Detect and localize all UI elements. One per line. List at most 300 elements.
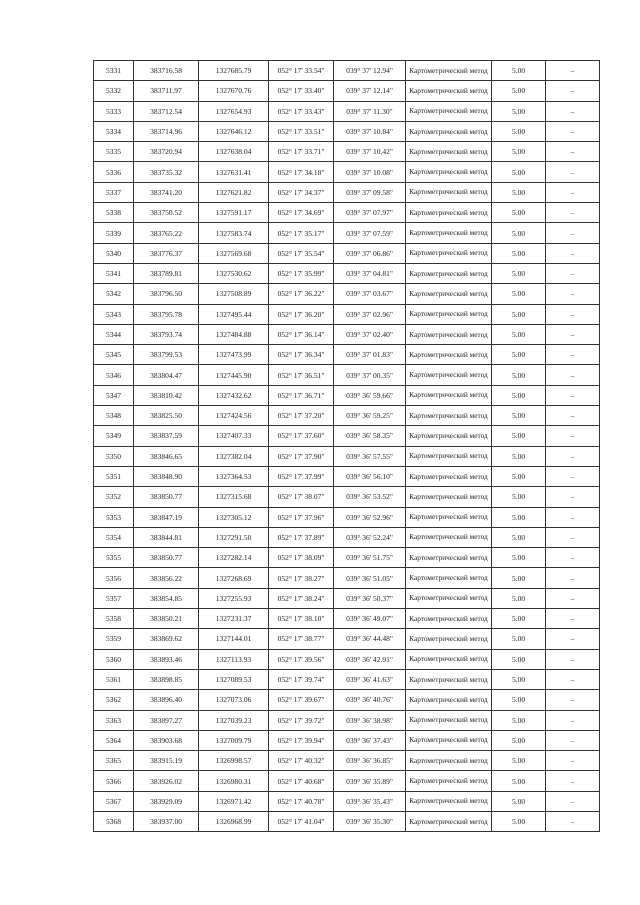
longitude-cell: 039° 36' 35.30" bbox=[334, 811, 406, 831]
accuracy-cell: 5.00 bbox=[492, 446, 546, 466]
method-cell: Картометрический метод bbox=[406, 263, 492, 283]
accuracy-cell: 5.00 bbox=[492, 649, 546, 669]
longitude-cell: 039° 37' 02.40" bbox=[334, 324, 406, 344]
note-cell: – bbox=[546, 365, 600, 385]
x-coordinate-cell: 383850.77 bbox=[134, 487, 199, 507]
y-coordinate-cell: 1327432.62 bbox=[199, 385, 269, 405]
latitude-cell: 052° 17' 38.27" bbox=[269, 568, 334, 588]
latitude-cell: 052° 17' 40.78" bbox=[269, 791, 334, 811]
latitude-cell: 052° 17' 39.74" bbox=[269, 669, 334, 689]
point-number-cell: 5348 bbox=[94, 406, 134, 426]
note-cell: – bbox=[546, 243, 600, 263]
table-body bbox=[94, 61, 600, 832]
table-row bbox=[94, 588, 600, 608]
accuracy-cell: 5.00 bbox=[492, 568, 546, 588]
latitude-cell: 052° 17' 40.68" bbox=[269, 771, 334, 791]
latitude-cell: 052° 17' 39.72" bbox=[269, 710, 334, 730]
table-row bbox=[94, 243, 600, 263]
y-coordinate-cell: 1327282.14 bbox=[199, 548, 269, 568]
y-coordinate-cell: 1327569.68 bbox=[199, 243, 269, 263]
x-coordinate-cell: 383750.52 bbox=[134, 203, 199, 223]
latitude-cell: 052° 17' 35.54" bbox=[269, 243, 334, 263]
accuracy-cell: 5.00 bbox=[492, 223, 546, 243]
y-coordinate-cell: 1327685.79 bbox=[199, 61, 269, 81]
note-cell: – bbox=[546, 466, 600, 486]
y-coordinate-cell: 1326971.42 bbox=[199, 791, 269, 811]
accuracy-cell: 5.00 bbox=[492, 771, 546, 791]
longitude-cell: 039° 37' 10.84" bbox=[334, 121, 406, 141]
table-row bbox=[94, 365, 600, 385]
y-coordinate-cell: 1327591.17 bbox=[199, 203, 269, 223]
latitude-cell: 052° 17' 38.24" bbox=[269, 588, 334, 608]
point-number-cell: 5339 bbox=[94, 223, 134, 243]
method-cell: Картометрический метод bbox=[406, 710, 492, 730]
point-number-cell: 5341 bbox=[94, 263, 134, 283]
point-number-cell: 5332 bbox=[94, 81, 134, 101]
x-coordinate-cell: 383712.54 bbox=[134, 101, 199, 121]
x-coordinate-cell: 383825.50 bbox=[134, 406, 199, 426]
accuracy-cell: 5.00 bbox=[492, 466, 546, 486]
longitude-cell: 039° 37' 10.08" bbox=[334, 162, 406, 182]
longitude-cell: 039° 37' 04.81" bbox=[334, 263, 406, 283]
accuracy-cell: 5.00 bbox=[492, 730, 546, 750]
table-row bbox=[94, 345, 600, 365]
note-cell: – bbox=[546, 690, 600, 710]
note-cell: – bbox=[546, 324, 600, 344]
method-cell: Картометрический метод bbox=[406, 284, 492, 304]
table-row bbox=[94, 466, 600, 486]
longitude-cell: 039° 37' 10.42" bbox=[334, 142, 406, 162]
accuracy-cell: 5.00 bbox=[492, 426, 546, 446]
x-coordinate-cell: 383795.78 bbox=[134, 304, 199, 324]
x-coordinate-cell: 383897.27 bbox=[134, 710, 199, 730]
x-coordinate-cell: 383848.90 bbox=[134, 466, 199, 486]
accuracy-cell: 5.00 bbox=[492, 690, 546, 710]
table-row bbox=[94, 101, 600, 121]
accuracy-cell: 5.00 bbox=[492, 406, 546, 426]
note-cell: – bbox=[546, 730, 600, 750]
latitude-cell: 052° 17' 41.04" bbox=[269, 811, 334, 831]
x-coordinate-cell: 383735.32 bbox=[134, 162, 199, 182]
y-coordinate-cell: 1327039.23 bbox=[199, 710, 269, 730]
point-number-cell: 5343 bbox=[94, 304, 134, 324]
method-cell: Картометрический метод bbox=[406, 690, 492, 710]
longitude-cell: 039° 36' 37.43" bbox=[334, 730, 406, 750]
table-row bbox=[94, 649, 600, 669]
longitude-cell: 039° 37' 07.97" bbox=[334, 203, 406, 223]
y-coordinate-cell: 1327530.62 bbox=[199, 263, 269, 283]
latitude-cell: 052° 17' 36.14" bbox=[269, 324, 334, 344]
y-coordinate-cell: 1327670.76 bbox=[199, 81, 269, 101]
accuracy-cell: 5.00 bbox=[492, 669, 546, 689]
y-coordinate-cell: 1326980.31 bbox=[199, 771, 269, 791]
longitude-cell: 039° 36' 52.96" bbox=[334, 507, 406, 527]
x-coordinate-cell: 383716.58 bbox=[134, 61, 199, 81]
table-row bbox=[94, 182, 600, 202]
table-row bbox=[94, 730, 600, 750]
point-number-cell: 5357 bbox=[94, 588, 134, 608]
table-row bbox=[94, 284, 600, 304]
point-number-cell: 5331 bbox=[94, 61, 134, 81]
y-coordinate-cell: 1327113.93 bbox=[199, 649, 269, 669]
accuracy-cell: 5.00 bbox=[492, 507, 546, 527]
point-number-cell: 5355 bbox=[94, 548, 134, 568]
note-cell: – bbox=[546, 142, 600, 162]
x-coordinate-cell: 383893.46 bbox=[134, 649, 199, 669]
method-cell: Картометрический метод bbox=[406, 649, 492, 669]
table-row bbox=[94, 385, 600, 405]
x-coordinate-cell: 383804.47 bbox=[134, 365, 199, 385]
note-cell: – bbox=[546, 446, 600, 466]
y-coordinate-cell: 1327638.04 bbox=[199, 142, 269, 162]
note-cell: – bbox=[546, 81, 600, 101]
x-coordinate-cell: 383846.65 bbox=[134, 446, 199, 466]
x-coordinate-cell: 383844.81 bbox=[134, 527, 199, 547]
note-cell: – bbox=[546, 487, 600, 507]
longitude-cell: 039° 36' 50.37" bbox=[334, 588, 406, 608]
method-cell: Картометрический метод bbox=[406, 203, 492, 223]
longitude-cell: 039° 36' 57.55" bbox=[334, 446, 406, 466]
point-number-cell: 5354 bbox=[94, 527, 134, 547]
method-cell: Картометрический метод bbox=[406, 548, 492, 568]
method-cell: Картометрический метод bbox=[406, 629, 492, 649]
accuracy-cell: 5.00 bbox=[492, 162, 546, 182]
table-row bbox=[94, 791, 600, 811]
method-cell: Картометрический метод bbox=[406, 466, 492, 486]
note-cell: – bbox=[546, 548, 600, 568]
method-cell: Картометрический метод bbox=[406, 426, 492, 446]
point-number-cell: 5334 bbox=[94, 121, 134, 141]
method-cell: Картометрический метод bbox=[406, 791, 492, 811]
note-cell: – bbox=[546, 669, 600, 689]
table-row bbox=[94, 568, 600, 588]
accuracy-cell: 5.00 bbox=[492, 487, 546, 507]
table-row bbox=[94, 81, 600, 101]
point-number-cell: 5360 bbox=[94, 649, 134, 669]
accuracy-cell: 5.00 bbox=[492, 385, 546, 405]
note-cell: – bbox=[546, 182, 600, 202]
y-coordinate-cell: 1327144.01 bbox=[199, 629, 269, 649]
point-number-cell: 5359 bbox=[94, 629, 134, 649]
accuracy-cell: 5.00 bbox=[492, 548, 546, 568]
longitude-cell: 039° 37' 01.83" bbox=[334, 345, 406, 365]
latitude-cell: 052° 17' 33.43" bbox=[269, 101, 334, 121]
method-cell: Картометрический метод bbox=[406, 751, 492, 771]
latitude-cell: 052° 17' 35.99" bbox=[269, 263, 334, 283]
y-coordinate-cell: 1327646.12 bbox=[199, 121, 269, 141]
accuracy-cell: 5.00 bbox=[492, 121, 546, 141]
point-number-cell: 5358 bbox=[94, 609, 134, 629]
accuracy-cell: 5.00 bbox=[492, 61, 546, 81]
note-cell: – bbox=[546, 588, 600, 608]
latitude-cell: 052° 17' 39.94" bbox=[269, 730, 334, 750]
longitude-cell: 039° 36' 41.63" bbox=[334, 669, 406, 689]
x-coordinate-cell: 383854.85 bbox=[134, 588, 199, 608]
method-cell: Картометрический метод bbox=[406, 730, 492, 750]
x-coordinate-cell: 383926.02 bbox=[134, 771, 199, 791]
point-number-cell: 5363 bbox=[94, 710, 134, 730]
table-row bbox=[94, 811, 600, 831]
longitude-cell: 039° 36' 56.10" bbox=[334, 466, 406, 486]
method-cell: Картометрический метод bbox=[406, 345, 492, 365]
table-row bbox=[94, 629, 600, 649]
note-cell: – bbox=[546, 771, 600, 791]
point-number-cell: 5333 bbox=[94, 101, 134, 121]
y-coordinate-cell: 1327255.93 bbox=[199, 588, 269, 608]
x-coordinate-cell: 383711.97 bbox=[134, 81, 199, 101]
y-coordinate-cell: 1326968.99 bbox=[199, 811, 269, 831]
table-row bbox=[94, 162, 600, 182]
method-cell: Картометрический метод bbox=[406, 669, 492, 689]
y-coordinate-cell: 1327009.79 bbox=[199, 730, 269, 750]
latitude-cell: 052° 17' 39.67" bbox=[269, 690, 334, 710]
longitude-cell: 039° 36' 36.85" bbox=[334, 751, 406, 771]
latitude-cell: 052° 17' 40.32" bbox=[269, 751, 334, 771]
note-cell: – bbox=[546, 263, 600, 283]
longitude-cell: 039° 36' 58.35" bbox=[334, 426, 406, 446]
latitude-cell: 052° 17' 34.69" bbox=[269, 203, 334, 223]
y-coordinate-cell: 1327268.69 bbox=[199, 568, 269, 588]
accuracy-cell: 5.00 bbox=[492, 304, 546, 324]
table-row bbox=[94, 669, 600, 689]
accuracy-cell: 5.00 bbox=[492, 324, 546, 344]
longitude-cell: 039° 37' 12.94" bbox=[334, 61, 406, 81]
point-number-cell: 5356 bbox=[94, 568, 134, 588]
accuracy-cell: 5.00 bbox=[492, 203, 546, 223]
method-cell: Картометрический метод bbox=[406, 101, 492, 121]
accuracy-cell: 5.00 bbox=[492, 710, 546, 730]
point-number-cell: 5337 bbox=[94, 182, 134, 202]
point-number-cell: 5362 bbox=[94, 690, 134, 710]
x-coordinate-cell: 383714.96 bbox=[134, 121, 199, 141]
y-coordinate-cell: 1327291.50 bbox=[199, 527, 269, 547]
method-cell: Картометрический метод bbox=[406, 507, 492, 527]
accuracy-cell: 5.00 bbox=[492, 101, 546, 121]
note-cell: – bbox=[546, 629, 600, 649]
table-row bbox=[94, 548, 600, 568]
point-number-cell: 5351 bbox=[94, 466, 134, 486]
method-cell: Картометрический метод bbox=[406, 365, 492, 385]
table-row bbox=[94, 223, 600, 243]
latitude-cell: 052° 17' 37.99" bbox=[269, 466, 334, 486]
method-cell: Картометрический метод bbox=[406, 609, 492, 629]
latitude-cell: 052° 17' 36.71" bbox=[269, 385, 334, 405]
accuracy-cell: 5.00 bbox=[492, 609, 546, 629]
method-cell: Картометрический метод bbox=[406, 811, 492, 831]
latitude-cell: 052° 17' 37.96" bbox=[269, 507, 334, 527]
point-number-cell: 5352 bbox=[94, 487, 134, 507]
latitude-cell: 052° 17' 37.20" bbox=[269, 406, 334, 426]
coordinates-table bbox=[93, 60, 600, 832]
method-cell: Картометрический метод bbox=[406, 81, 492, 101]
x-coordinate-cell: 383799.53 bbox=[134, 345, 199, 365]
x-coordinate-cell: 383850.77 bbox=[134, 548, 199, 568]
longitude-cell: 039° 36' 42.91" bbox=[334, 649, 406, 669]
table-row bbox=[94, 751, 600, 771]
y-coordinate-cell: 1327089.53 bbox=[199, 669, 269, 689]
longitude-cell: 039° 37' 12.14" bbox=[334, 81, 406, 101]
latitude-cell: 052° 17' 34.37" bbox=[269, 182, 334, 202]
point-number-cell: 5367 bbox=[94, 791, 134, 811]
point-number-cell: 5349 bbox=[94, 426, 134, 446]
point-number-cell: 5340 bbox=[94, 243, 134, 263]
method-cell: Картометрический метод bbox=[406, 121, 492, 141]
x-coordinate-cell: 383898.85 bbox=[134, 669, 199, 689]
accuracy-cell: 5.00 bbox=[492, 243, 546, 263]
longitude-cell: 039° 37' 00.35" bbox=[334, 365, 406, 385]
accuracy-cell: 5.00 bbox=[492, 81, 546, 101]
longitude-cell: 039° 37' 02.96" bbox=[334, 304, 406, 324]
x-coordinate-cell: 383856.22 bbox=[134, 568, 199, 588]
table-row bbox=[94, 609, 600, 629]
x-coordinate-cell: 383776.37 bbox=[134, 243, 199, 263]
longitude-cell: 039° 36' 59.25" bbox=[334, 406, 406, 426]
method-cell: Картометрический метод bbox=[406, 243, 492, 263]
note-cell: – bbox=[546, 811, 600, 831]
latitude-cell: 052° 17' 35.17" bbox=[269, 223, 334, 243]
accuracy-cell: 5.00 bbox=[492, 751, 546, 771]
accuracy-cell: 5.00 bbox=[492, 811, 546, 831]
y-coordinate-cell: 1327073.06 bbox=[199, 690, 269, 710]
method-cell: Картометрический метод bbox=[406, 61, 492, 81]
table-row bbox=[94, 507, 600, 527]
latitude-cell: 052° 17' 38.77" bbox=[269, 629, 334, 649]
y-coordinate-cell: 1327424.56 bbox=[199, 406, 269, 426]
method-cell: Картометрический метод bbox=[406, 568, 492, 588]
y-coordinate-cell: 1327654.93 bbox=[199, 101, 269, 121]
latitude-cell: 052° 17' 37.90" bbox=[269, 446, 334, 466]
table-row bbox=[94, 61, 600, 81]
note-cell: – bbox=[546, 101, 600, 121]
accuracy-cell: 5.00 bbox=[492, 284, 546, 304]
longitude-cell: 039° 36' 52.24" bbox=[334, 527, 406, 547]
longitude-cell: 039° 36' 51.05" bbox=[334, 568, 406, 588]
latitude-cell: 052° 17' 33.71" bbox=[269, 142, 334, 162]
longitude-cell: 039° 36' 38.98" bbox=[334, 710, 406, 730]
y-coordinate-cell: 1327508.89 bbox=[199, 284, 269, 304]
latitude-cell: 052° 17' 36.22" bbox=[269, 284, 334, 304]
point-number-cell: 5336 bbox=[94, 162, 134, 182]
table-row bbox=[94, 142, 600, 162]
point-number-cell: 5353 bbox=[94, 507, 134, 527]
point-number-cell: 5347 bbox=[94, 385, 134, 405]
note-cell: – bbox=[546, 223, 600, 243]
table-row bbox=[94, 527, 600, 547]
note-cell: – bbox=[546, 385, 600, 405]
table-row bbox=[94, 121, 600, 141]
latitude-cell: 052° 17' 37.89" bbox=[269, 527, 334, 547]
accuracy-cell: 5.00 bbox=[492, 345, 546, 365]
method-cell: Картометрический метод bbox=[406, 162, 492, 182]
x-coordinate-cell: 383903.68 bbox=[134, 730, 199, 750]
longitude-cell: 039° 36' 53.52" bbox=[334, 487, 406, 507]
longitude-cell: 039° 36' 35.43" bbox=[334, 791, 406, 811]
x-coordinate-cell: 383789.81 bbox=[134, 263, 199, 283]
longitude-cell: 039° 37' 06.86" bbox=[334, 243, 406, 263]
x-coordinate-cell: 383837.59 bbox=[134, 426, 199, 446]
y-coordinate-cell: 1326998.57 bbox=[199, 751, 269, 771]
method-cell: Картометрический метод bbox=[406, 324, 492, 344]
point-number-cell: 5342 bbox=[94, 284, 134, 304]
x-coordinate-cell: 383793.74 bbox=[134, 324, 199, 344]
note-cell: – bbox=[546, 61, 600, 81]
method-cell: Картометрический метод bbox=[406, 771, 492, 791]
y-coordinate-cell: 1327231.37 bbox=[199, 609, 269, 629]
point-number-cell: 5335 bbox=[94, 142, 134, 162]
y-coordinate-cell: 1327473.99 bbox=[199, 345, 269, 365]
longitude-cell: 039° 36' 49.07" bbox=[334, 609, 406, 629]
point-number-cell: 5338 bbox=[94, 203, 134, 223]
method-cell: Картометрический метод bbox=[406, 527, 492, 547]
longitude-cell: 039° 36' 51.75" bbox=[334, 548, 406, 568]
table-row bbox=[94, 690, 600, 710]
y-coordinate-cell: 1327583.74 bbox=[199, 223, 269, 243]
table-row bbox=[94, 406, 600, 426]
table-row bbox=[94, 710, 600, 730]
accuracy-cell: 5.00 bbox=[492, 791, 546, 811]
table-row bbox=[94, 304, 600, 324]
table-row bbox=[94, 771, 600, 791]
longitude-cell: 039° 37' 09.58" bbox=[334, 182, 406, 202]
note-cell: – bbox=[546, 527, 600, 547]
latitude-cell: 052° 17' 36.20" bbox=[269, 304, 334, 324]
y-coordinate-cell: 1327407.33 bbox=[199, 426, 269, 446]
note-cell: – bbox=[546, 345, 600, 365]
table-row bbox=[94, 324, 600, 344]
latitude-cell: 052° 17' 33.54" bbox=[269, 61, 334, 81]
method-cell: Картометрический метод bbox=[406, 223, 492, 243]
y-coordinate-cell: 1327315.68 bbox=[199, 487, 269, 507]
longitude-cell: 039° 36' 40.76" bbox=[334, 690, 406, 710]
point-number-cell: 5346 bbox=[94, 365, 134, 385]
latitude-cell: 052° 17' 38.07" bbox=[269, 487, 334, 507]
latitude-cell: 052° 17' 39.56" bbox=[269, 649, 334, 669]
note-cell: – bbox=[546, 751, 600, 771]
longitude-cell: 039° 37' 07.59" bbox=[334, 223, 406, 243]
point-number-cell: 5350 bbox=[94, 446, 134, 466]
x-coordinate-cell: 383765.22 bbox=[134, 223, 199, 243]
note-cell: – bbox=[546, 507, 600, 527]
note-cell: – bbox=[546, 791, 600, 811]
table-row bbox=[94, 203, 600, 223]
note-cell: – bbox=[546, 203, 600, 223]
x-coordinate-cell: 383850.21 bbox=[134, 609, 199, 629]
table-row bbox=[94, 263, 600, 283]
accuracy-cell: 5.00 bbox=[492, 588, 546, 608]
table-row bbox=[94, 487, 600, 507]
method-cell: Картометрический метод bbox=[406, 385, 492, 405]
latitude-cell: 052° 17' 34.18" bbox=[269, 162, 334, 182]
latitude-cell: 052° 17' 33.51" bbox=[269, 121, 334, 141]
latitude-cell: 052° 17' 38.10" bbox=[269, 609, 334, 629]
y-coordinate-cell: 1327621.82 bbox=[199, 182, 269, 202]
x-coordinate-cell: 383810.42 bbox=[134, 385, 199, 405]
table-row bbox=[94, 446, 600, 466]
note-cell: – bbox=[546, 162, 600, 182]
accuracy-cell: 5.00 bbox=[492, 629, 546, 649]
y-coordinate-cell: 1327445.90 bbox=[199, 365, 269, 385]
longitude-cell: 039° 37' 03.67" bbox=[334, 284, 406, 304]
note-cell: – bbox=[546, 426, 600, 446]
x-coordinate-cell: 383929.09 bbox=[134, 791, 199, 811]
accuracy-cell: 5.00 bbox=[492, 365, 546, 385]
x-coordinate-cell: 383896.40 bbox=[134, 690, 199, 710]
point-number-cell: 5366 bbox=[94, 771, 134, 791]
x-coordinate-cell: 383847.19 bbox=[134, 507, 199, 527]
note-cell: – bbox=[546, 568, 600, 588]
x-coordinate-cell: 383937.00 bbox=[134, 811, 199, 831]
note-cell: – bbox=[546, 649, 600, 669]
